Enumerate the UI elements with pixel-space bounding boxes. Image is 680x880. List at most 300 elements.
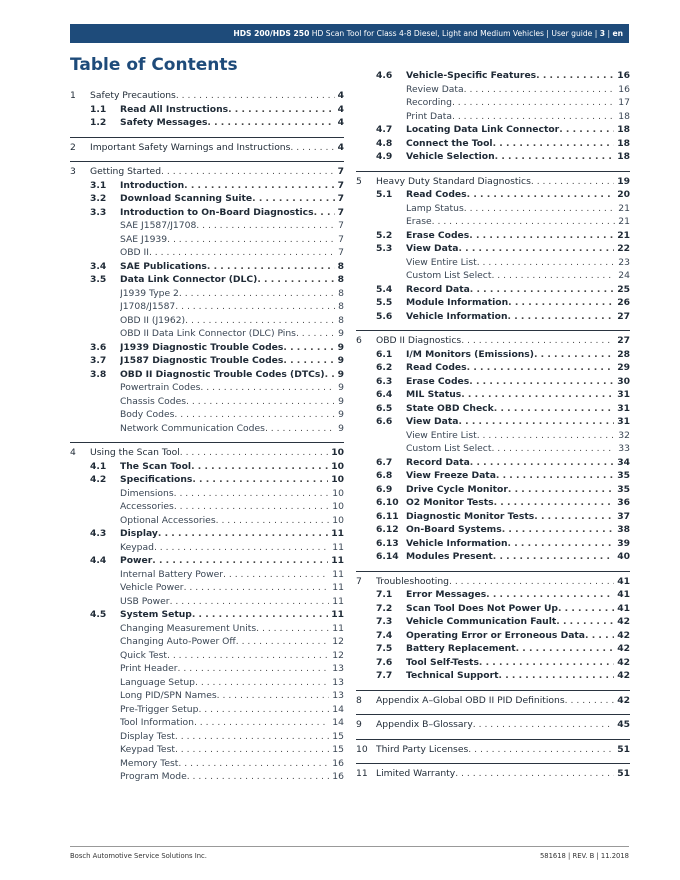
- toc-entry-title: MIL Status: [406, 389, 462, 400]
- toc-entry-title: Safety Messages: [120, 117, 208, 128]
- toc-entry-page: 25: [617, 283, 630, 295]
- toc-entry[interactable]: [70, 354, 344, 368]
- toc-entry[interactable]: [356, 388, 630, 402]
- toc-entry-page: 9: [338, 409, 344, 420]
- dot-leader: [192, 473, 328, 487]
- toc-entry[interactable]: [70, 568, 344, 582]
- dot-leader: [185, 314, 335, 328]
- toc-entry-title: Keypad Test: [120, 744, 175, 755]
- dot-leader: [470, 456, 614, 470]
- toc-entry-title: Network Communication Codes: [120, 422, 265, 434]
- toc-entry-title: Chassis Codes: [120, 395, 187, 407]
- toc-entry-title: Changing Measurement Units: [120, 622, 257, 634]
- toc-entry-page: 11: [332, 568, 344, 580]
- toc-chapter-entry[interactable]: [70, 165, 344, 179]
- toc-entry-title: Appendix A–Global OBD II PID Definitions: [376, 694, 565, 706]
- toc-entry-number: 4.7: [376, 124, 393, 135]
- dot-leader: [161, 165, 335, 179]
- toc-entry[interactable]: [70, 246, 344, 260]
- dot-leader: [179, 287, 335, 301]
- toc-entry[interactable]: [356, 510, 630, 524]
- toc-entry[interactable]: [356, 537, 630, 551]
- toc-entry-page: 30: [617, 375, 630, 387]
- toc-entry-number: 3.1: [90, 179, 107, 191]
- toc-entry-title: Error Messages: [406, 589, 487, 600]
- toc-entry[interactable]: [70, 541, 344, 555]
- dot-leader: [314, 206, 335, 220]
- toc-entry-page: 7: [337, 206, 344, 218]
- toc-entry-title: Modules Present: [406, 551, 493, 562]
- header-subtitle: HD Scan Tool for Class 4-8 Diesel, Light and Medium Vehicles | User guide |: [309, 29, 600, 38]
- toc-entry-page: 41: [617, 589, 630, 600]
- dot-leader: [479, 656, 614, 670]
- toc-entry[interactable]: [70, 206, 344, 220]
- toc-entry-page: 4: [337, 141, 344, 153]
- toc-entry[interactable]: [70, 500, 344, 514]
- toc-entry-page: 21: [617, 229, 630, 241]
- toc-entry-title: Print Header: [120, 663, 178, 674]
- toc-chapter-entry[interactable]: [356, 175, 630, 189]
- toc-entry[interactable]: [70, 527, 344, 541]
- toc-entry-page: 31: [617, 402, 630, 414]
- toc-entry-page: 42: [617, 694, 630, 706]
- toc-right-column: [356, 69, 630, 781]
- toc-entry-number: 7.5: [376, 643, 393, 654]
- dot-leader: [469, 229, 614, 243]
- toc-entry[interactable]: [356, 242, 630, 256]
- toc-entry-number: 4.4: [90, 555, 107, 566]
- toc-chapter-entry[interactable]: [356, 334, 630, 348]
- dot-leader: [499, 669, 615, 683]
- toc-left-column: [70, 89, 344, 784]
- header-product: HDS 200/HDS 250: [233, 29, 310, 38]
- toc-entry-number: 5.3: [376, 243, 393, 254]
- toc-entry-title: Scan Tool Does Not Power Up: [406, 602, 558, 614]
- toc-entry-page: 17: [618, 97, 630, 108]
- toc-entry-number: 1.2: [90, 117, 107, 128]
- toc-entry[interactable]: [356, 256, 630, 270]
- dot-leader: [257, 273, 334, 287]
- dot-leader: [493, 550, 614, 564]
- toc-entry[interactable]: [70, 273, 344, 287]
- dot-leader: [452, 110, 615, 124]
- toc-entry[interactable]: [356, 588, 630, 602]
- toc-entry[interactable]: [356, 656, 630, 670]
- dot-leader: [195, 676, 329, 690]
- dot-leader: [236, 635, 330, 649]
- toc-entry-number: 6.8: [376, 470, 393, 481]
- toc-entry[interactable]: [70, 395, 344, 409]
- toc-entry[interactable]: [70, 460, 344, 474]
- toc-chapter-entry[interactable]: [70, 141, 344, 155]
- toc-entry-page: 36: [617, 497, 630, 508]
- section-divider: [356, 739, 630, 740]
- toc-entry-page: 10: [332, 487, 344, 499]
- toc-entry-title: Vehicle-Specific Features: [406, 70, 537, 81]
- toc-entry[interactable]: [356, 442, 630, 456]
- toc-entry-page: 7: [337, 193, 344, 204]
- toc-entry-title: Getting Started: [90, 166, 162, 177]
- toc-entry-title: Long PID/SPN Names: [120, 690, 217, 701]
- dot-leader: [192, 608, 328, 622]
- toc-entry[interactable]: [356, 429, 630, 443]
- running-header: [70, 24, 629, 43]
- toc-entry-page: 4: [337, 103, 344, 115]
- toc-entry[interactable]: [356, 283, 630, 297]
- toc-chapter-entry[interactable]: [356, 575, 630, 589]
- dot-leader: [449, 575, 614, 589]
- toc-entry[interactable]: [356, 229, 630, 243]
- toc-entry[interactable]: [70, 743, 344, 757]
- toc-entry-title: Display Test: [120, 730, 175, 742]
- toc-entry[interactable]: [70, 689, 344, 703]
- toc-entry-number: 3.3: [90, 206, 107, 218]
- toc-entry-title: O2 Monitor Tests: [406, 497, 494, 508]
- dot-leader: [198, 703, 329, 717]
- toc-chapter-entry[interactable]: [356, 767, 630, 781]
- toc-entry-page: 4: [337, 117, 344, 128]
- toc-entry-number: 4.8: [376, 137, 393, 149]
- toc-entry[interactable]: [356, 483, 630, 497]
- toc-entry-number: 2: [70, 141, 76, 153]
- section-divider: [356, 571, 630, 572]
- toc-entry-page: 12: [332, 636, 344, 647]
- toc-entry-title: Introduction to On-Board Diagnostics: [120, 206, 314, 218]
- toc-entry[interactable]: [356, 83, 630, 97]
- toc-entry-title: Data Link Connector (DLC): [120, 274, 258, 285]
- toc-entry-page: 21: [618, 216, 630, 227]
- toc-entry-title: OBD II Data Link Connector (DLC) Pins: [120, 328, 296, 339]
- dot-leader: [184, 179, 334, 193]
- toc-entry[interactable]: [70, 219, 344, 233]
- dot-leader: [508, 483, 614, 497]
- toc-entry-page: 8: [337, 274, 344, 285]
- dot-leader: [461, 388, 614, 402]
- header-language: en: [612, 29, 623, 38]
- dot-leader: [200, 381, 335, 395]
- dot-leader: [167, 649, 329, 663]
- section-divider: [356, 763, 630, 764]
- toc-entry-number: 4.2: [90, 474, 107, 485]
- toc-entry-title: Heavy Duty Standard Diagnostics: [376, 175, 531, 187]
- dot-leader: [565, 694, 615, 708]
- toc-entry[interactable]: [356, 150, 630, 164]
- toc-entry[interactable]: [70, 300, 344, 314]
- toc-entry-title: Memory Test: [120, 757, 179, 769]
- toc-entry-page: 39: [617, 537, 630, 549]
- toc-entry[interactable]: [356, 642, 630, 656]
- dot-leader: [508, 310, 615, 324]
- toc-entry-page: 42: [617, 616, 630, 627]
- toc-entry-page: 19: [617, 175, 630, 187]
- toc-entry-number: 3.8: [90, 368, 107, 380]
- toc-entry-number: 6.10: [376, 497, 399, 508]
- toc-entry[interactable]: [356, 669, 630, 683]
- toc-entry[interactable]: [70, 487, 344, 501]
- toc-entry-page: 42: [617, 629, 630, 641]
- toc-entry-page: 16: [332, 757, 344, 769]
- toc-entry[interactable]: [356, 348, 630, 362]
- toc-entry-page: 10: [332, 501, 344, 512]
- toc-entry-title: Module Information: [406, 297, 509, 308]
- toc-entry-page: 16: [617, 70, 630, 81]
- toc-entry[interactable]: [356, 202, 630, 216]
- toc-entry-page: 22: [617, 243, 630, 254]
- toc-entry-page: 38: [617, 524, 630, 535]
- toc-entry-number: 7.3: [376, 616, 393, 627]
- header-separator: |: [605, 29, 613, 38]
- toc-entry-title: View Entire List: [406, 429, 477, 441]
- section-divider: [356, 690, 630, 691]
- toc-entry[interactable]: [70, 662, 344, 676]
- dot-leader: [216, 514, 330, 528]
- toc-entry-title: Record Data: [406, 283, 470, 295]
- toc-entry[interactable]: [70, 703, 344, 717]
- dot-leader: [467, 361, 615, 375]
- toc-entry[interactable]: [70, 770, 344, 784]
- toc-entry[interactable]: [70, 192, 344, 206]
- dot-leader: [556, 615, 614, 629]
- toc-entry-page: 9: [337, 355, 344, 366]
- toc-entry-page: 51: [617, 743, 630, 755]
- dot-leader: [217, 689, 330, 703]
- toc-entry-title: OBD II: [120, 247, 149, 258]
- dot-leader: [283, 341, 334, 355]
- toc-entry[interactable]: [70, 514, 344, 528]
- toc-entry-page: 8: [338, 301, 344, 312]
- toc-entry-page: 11: [332, 582, 344, 593]
- toc-entry-number: 5.5: [376, 297, 393, 308]
- toc-entry-title: Using the Scan Tool: [90, 447, 180, 458]
- dot-leader: [184, 581, 330, 595]
- toc-entry-title: Battery Replacement: [406, 643, 516, 654]
- toc-entry-page: 13: [332, 690, 344, 701]
- toc-entry[interactable]: [70, 368, 344, 382]
- toc-entry-title: Power: [120, 555, 153, 566]
- toc-entry-number: 3.6: [90, 341, 107, 353]
- toc-entry-page: 9: [338, 422, 344, 434]
- dot-leader: [452, 96, 615, 110]
- toc-entry-title: Limited Warranty: [376, 768, 456, 779]
- toc-entry[interactable]: [70, 314, 344, 328]
- toc-entry-title: Recording: [406, 97, 452, 108]
- footer-company: Bosch Automotive Service Solutions Inc.: [70, 852, 207, 860]
- toc-entry[interactable]: [356, 375, 630, 389]
- toc-entry[interactable]: [70, 649, 344, 663]
- toc-entry[interactable]: [356, 415, 630, 429]
- toc-entry[interactable]: [70, 635, 344, 649]
- toc-entry-page: 24: [618, 270, 630, 281]
- toc-entry-page: 18: [617, 151, 630, 162]
- toc-entry-number: 6.4: [376, 389, 393, 400]
- toc-entry[interactable]: [356, 550, 630, 564]
- toc-entry[interactable]: [70, 381, 344, 395]
- toc-entry-number: 7.6: [376, 656, 393, 668]
- toc-entry-number: 3.4: [90, 260, 107, 272]
- toc-entry-title: J1708/J1587: [120, 301, 176, 312]
- toc-entry[interactable]: [70, 554, 344, 568]
- dot-leader: [175, 743, 329, 757]
- section-divider: [356, 171, 630, 172]
- toc-entry-number: 6.9: [376, 483, 393, 495]
- toc-entry[interactable]: [356, 69, 630, 83]
- header-page-number: 3: [599, 29, 606, 38]
- toc-entry-number: 6.7: [376, 456, 393, 468]
- toc-entry[interactable]: [356, 496, 630, 510]
- toc-entry-number: 5.6: [376, 310, 393, 322]
- toc-entry-title: Body Codes: [120, 409, 175, 420]
- dot-leader: [325, 368, 335, 382]
- toc-entry[interactable]: [356, 361, 630, 375]
- toc-entry[interactable]: [70, 595, 344, 609]
- toc-entry-number: 9: [356, 719, 362, 730]
- toc-entry[interactable]: [356, 602, 630, 616]
- toc-entry-title: Safety Precautions: [90, 90, 176, 101]
- toc-entry[interactable]: [356, 402, 630, 416]
- toc-entry-page: 37: [617, 510, 630, 522]
- toc-entry[interactable]: [356, 469, 630, 483]
- toc-entry[interactable]: [70, 676, 344, 690]
- toc-chapter-entry[interactable]: [356, 718, 630, 732]
- toc-chapter-entry[interactable]: [356, 694, 630, 708]
- toc-entry-page: 28: [617, 348, 630, 360]
- toc-entry[interactable]: [356, 137, 630, 151]
- toc-entry-page: 16: [618, 83, 630, 95]
- toc-entry-page: 4: [337, 90, 344, 101]
- dot-leader: [464, 83, 616, 97]
- toc-entry-page: 9: [338, 395, 344, 407]
- toc-entry-page: 11: [331, 528, 344, 539]
- toc-chapter-entry[interactable]: [356, 743, 630, 757]
- toc-entry[interactable]: [70, 581, 344, 595]
- toc-entry-number: 6.2: [376, 362, 393, 373]
- toc-entry-number: 8: [356, 694, 362, 706]
- toc-entry-number: 5.1: [376, 189, 393, 200]
- dot-leader: [223, 568, 329, 582]
- toc-entry-title: Internal Battery Power: [120, 568, 224, 580]
- toc-entry-page: 14: [332, 703, 344, 715]
- toc-entry-page: 40: [617, 551, 630, 562]
- toc-entry-title: Record Data: [406, 456, 470, 468]
- dot-leader: [178, 757, 329, 771]
- dot-leader: [207, 260, 335, 274]
- toc-entry[interactable]: [356, 110, 630, 124]
- toc-entry-title: The Scan Tool: [120, 460, 192, 472]
- toc-entry-page: 11: [331, 609, 344, 620]
- section-divider: [356, 330, 630, 331]
- toc-entry[interactable]: [70, 730, 344, 744]
- toc-entry[interactable]: [356, 523, 630, 537]
- dot-leader: [494, 496, 615, 510]
- toc-entry[interactable]: [356, 310, 630, 324]
- toc-entry-number: 3: [70, 166, 76, 177]
- toc-chapter-entry[interactable]: [70, 89, 344, 103]
- toc-entry[interactable]: [356, 96, 630, 110]
- toc-entry[interactable]: [70, 341, 344, 355]
- toc-entry-title: SAE J1939: [120, 233, 168, 245]
- toc-entry[interactable]: [70, 422, 344, 436]
- toc-entry[interactable]: [70, 260, 344, 274]
- toc-entry[interactable]: [70, 757, 344, 771]
- dot-leader: [455, 767, 614, 781]
- toc-entry[interactable]: [70, 103, 344, 117]
- toc-entry-page: 15: [332, 744, 344, 755]
- toc-entry[interactable]: [70, 608, 344, 622]
- toc-entry[interactable]: [356, 629, 630, 643]
- toc-entry-page: 41: [617, 602, 630, 614]
- toc-entry-title: Download Scanning Suite: [120, 193, 253, 204]
- toc-entry-page: 8: [338, 287, 344, 299]
- toc-entry-page: 42: [617, 643, 630, 654]
- dot-leader: [174, 487, 330, 501]
- section-divider: [70, 161, 344, 162]
- toc-entry-title: Introduction: [120, 179, 185, 191]
- dot-leader: [508, 537, 615, 551]
- toc-entry-number: 7.7: [376, 670, 393, 681]
- dot-leader: [502, 523, 614, 537]
- toc-entry-page: 33: [618, 443, 630, 454]
- toc-entry[interactable]: [70, 408, 344, 422]
- toc-entry-title: Lamp Status: [406, 202, 464, 214]
- toc-entry-title: Language Setup: [120, 676, 196, 688]
- toc-entry-title: I/M Monitors (Emissions): [406, 348, 534, 360]
- toc-entry-page: 14: [332, 717, 344, 728]
- toc-entry-page: 31: [617, 389, 630, 400]
- toc-entry-number: 10: [356, 743, 368, 755]
- toc-entry[interactable]: [70, 116, 344, 130]
- toc-entry[interactable]: [356, 296, 630, 310]
- toc-entry-title: Tool Self-Tests: [406, 656, 479, 668]
- dot-leader: [290, 141, 334, 155]
- toc-chapter-entry[interactable]: [70, 446, 344, 460]
- toc-entry-page: 8: [337, 260, 344, 272]
- toc-entry-title: Connect the Tool: [406, 137, 493, 149]
- toc-entry-page: 13: [332, 676, 344, 688]
- toc-entry[interactable]: [70, 622, 344, 636]
- toc-entry-page: 11: [332, 622, 344, 634]
- dot-leader: [175, 730, 329, 744]
- toc-entry-title: System Setup: [120, 609, 192, 620]
- toc-entry[interactable]: [70, 473, 344, 487]
- dot-leader: [534, 348, 614, 362]
- toc-entry[interactable]: [356, 188, 630, 202]
- dot-leader: [558, 602, 614, 616]
- toc-entry-title: Third Party Licenses: [376, 743, 469, 755]
- dot-leader: [154, 541, 329, 555]
- section-divider: [356, 714, 630, 715]
- toc-entry-page: 23: [618, 256, 630, 268]
- toc-entry-title: Technical Support: [406, 670, 499, 681]
- dot-leader: [468, 743, 614, 757]
- toc-entry[interactable]: [356, 615, 630, 629]
- toc-entry[interactable]: [356, 269, 630, 283]
- toc-entry[interactable]: [70, 327, 344, 341]
- dot-leader: [175, 300, 335, 314]
- toc-entry[interactable]: [70, 233, 344, 247]
- toc-entry-title: Operating Error or Erroneous Data: [406, 629, 585, 641]
- toc-entry[interactable]: [356, 123, 630, 137]
- dot-leader: [458, 415, 614, 429]
- toc-entry[interactable]: [70, 716, 344, 730]
- toc-entry-number: 6.12: [376, 524, 399, 535]
- toc-entry[interactable]: [70, 179, 344, 193]
- dot-leader: [152, 554, 328, 568]
- section-divider: [70, 137, 344, 138]
- toc-entry[interactable]: [70, 287, 344, 301]
- toc-entry[interactable]: [356, 215, 630, 229]
- toc-entry[interactable]: [356, 456, 630, 470]
- toc-entry-page: 18: [617, 137, 630, 149]
